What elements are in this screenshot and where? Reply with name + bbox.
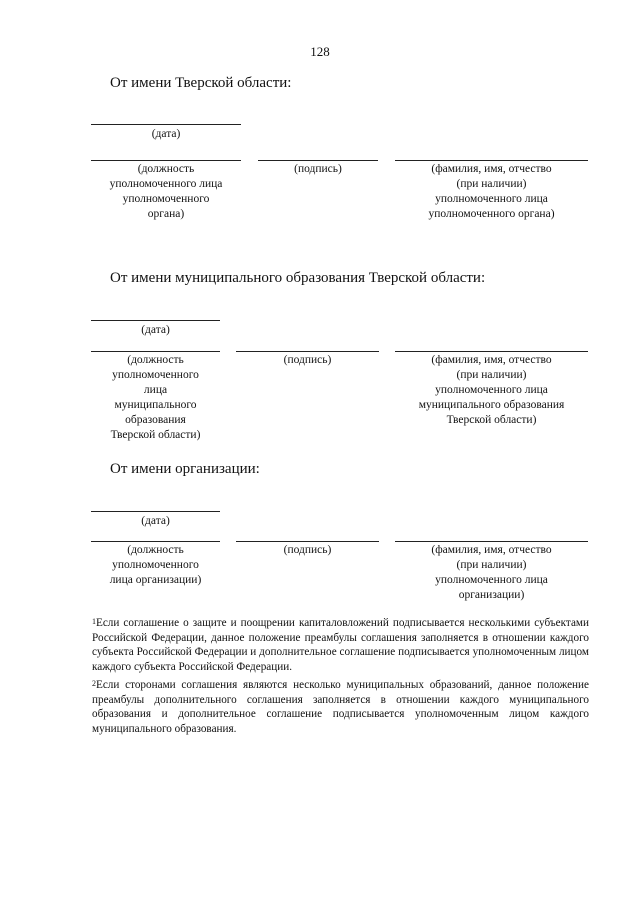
position-line-region [91, 160, 241, 161]
name-caption-region: (фамилия, имя, отчество (при наличии) уполномоченного лица уполномоченного органа) [428, 163, 555, 220]
position-caption-organization: (должность уполномоченного лица организации) [109, 544, 202, 586]
position-caption-region: (должность уполномоченного лица уполномоченного органа) [109, 163, 223, 220]
footnote-mark-1: 1 [92, 617, 96, 626]
footnote-1 [92, 616, 589, 674]
position-caption-municipality: (должность уполномоченного лица муниципального образования Тверской области) [110, 354, 201, 441]
position-line-organization [91, 541, 220, 542]
signature-line-organization [236, 541, 379, 542]
footnote-mark-2: 2 [92, 679, 96, 688]
signature-caption-municipality: (подпись) [283, 354, 332, 366]
footnote-2 [92, 678, 589, 736]
signature-line-region [258, 160, 378, 161]
section-heading-municipality: От имени муниципального образования Тверской области: [110, 270, 486, 286]
position-line-municipality [91, 351, 220, 352]
name-line-region [395, 160, 588, 161]
signature-caption-organization: (подпись) [283, 544, 332, 556]
footnote-text-2: Если сторонами соглашения являются несколько муниципальных образований, данное положение преамбулы дополнительного соглашения заполняется в отношении каждого муниципального образования и дополнительное соглашение подписывается уполномоченным лицом каждого муниципального образования. [92, 679, 589, 735]
page-number: 128 [310, 44, 330, 59]
name-caption-municipality: (фамилия, имя, отчество (при наличии) уполномоченного лица муниципального образования Тверской области) [418, 354, 565, 426]
name-caption-organization: (фамилия, имя, отчество (при наличии) уполномоченного лица организации) [431, 544, 552, 601]
date-line-municipality [91, 320, 220, 321]
date-line-region [91, 124, 241, 125]
footnote-text-1: Если соглашение о защите и поощрении капиталовложений подписывается несколькими субъектами Российской Федерации, данное положение преамбулы соглашения заполняется в отношении каждого субъекта Российской Федерации и дополнительное соглашение подписывается уполномоченным лицом каждого субъекта Российской Федерации. [92, 617, 589, 673]
date-caption-organization: (дата) [141, 515, 170, 527]
name-line-municipality [395, 351, 588, 352]
date-line-organization [91, 511, 220, 512]
signature-line-municipality [236, 351, 379, 352]
section-heading-region: От имени Тверской области: [110, 75, 292, 91]
section-heading-organization: От имени организации: [110, 461, 260, 477]
date-caption-region: (дата) [151, 128, 181, 140]
name-line-organization [395, 541, 588, 542]
date-caption-municipality: (дата) [141, 324, 170, 336]
signature-caption-region: (подпись) [294, 163, 342, 175]
